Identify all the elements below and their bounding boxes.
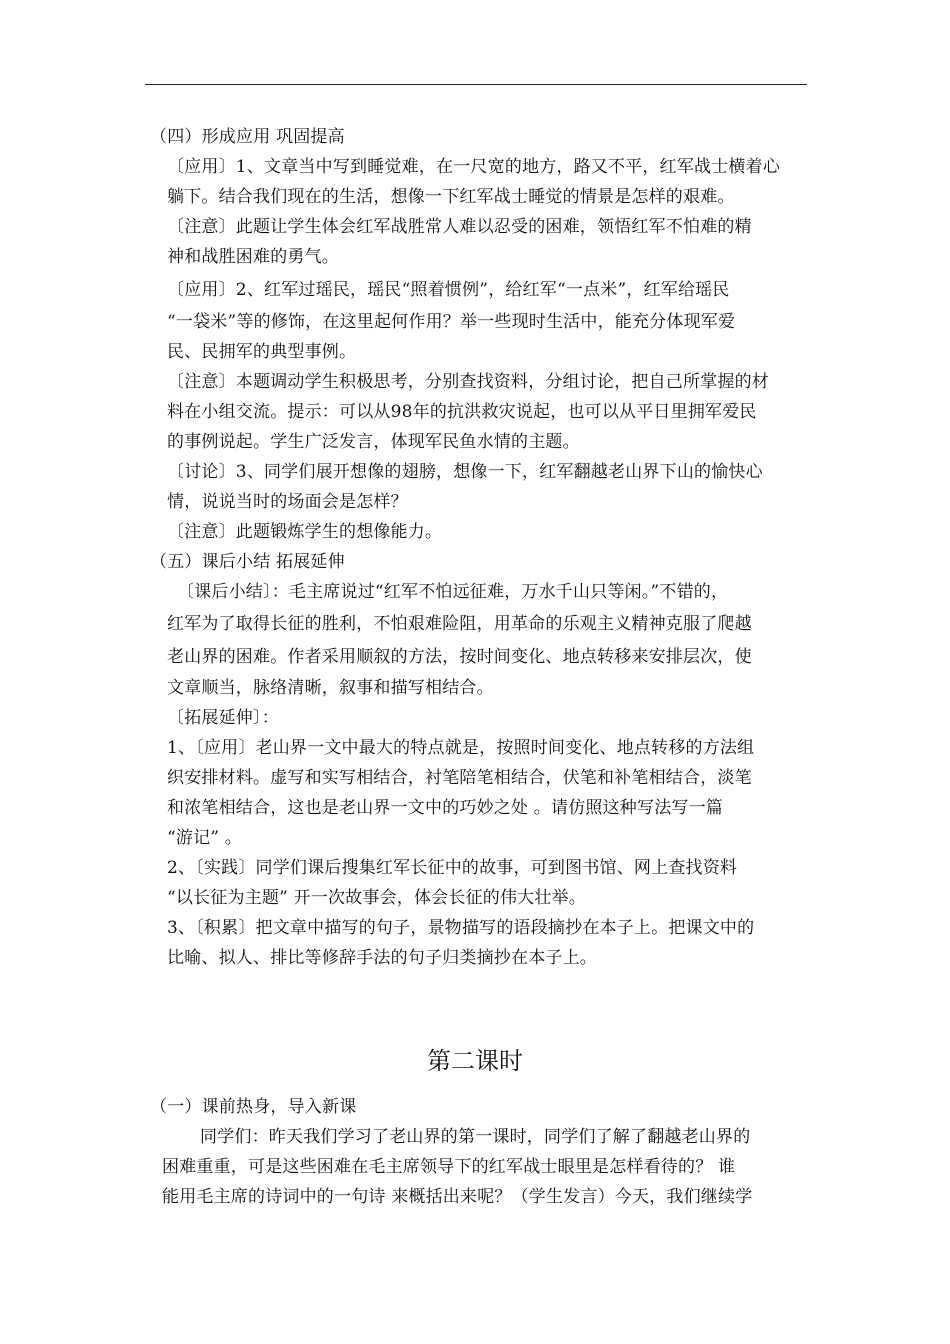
heading-section-5: （五）课后小结 拓展延伸: [150, 552, 345, 572]
text-line: 比喻、拟人、排比等修辞手法的句子归类摘抄在本子上。: [167, 948, 597, 968]
text-line: 躺下。结合我们现在的生活，想像一下红军战士睡觉的情景是怎样的艰难。: [167, 187, 735, 207]
text-line: 〔应用〕2、红军过瑶民，瑶民“照着惯例”，给红军“一点米”，红军给瑶民: [167, 280, 730, 300]
text-line: 文章顺当，脉络清晰，叙事和描写相结合。: [167, 678, 494, 698]
text-line: 3、〔积累〕把文章中描写的句子，景物描写的语段摘抄在本子上。把课文中的: [167, 918, 755, 938]
text-line: 红军为了取得长征的胜利，不怕艰难险阻，用革命的乐观主义精神克服了爬越: [167, 614, 752, 634]
text-line: 民、民拥军的典型事例。: [167, 342, 357, 362]
text-line: 和浓笔相结合，这也是老山界一文中的巧妙之处 。请仿照这种写法写一篇: [167, 798, 724, 818]
text-line: 〔注意〕此题让学生体会红军战胜常人难以忍受的困难，领悟红军不怕难的精: [167, 217, 752, 237]
text-line: “游记” 。: [167, 828, 242, 848]
section-title: 第二课时: [427, 1047, 523, 1075]
text-line: 〔拓展延伸〕：: [167, 708, 279, 728]
text-line: 2、〔实践〕同学们课后搜集红军长征中的故事，可到图书馆、网上查找资料: [167, 858, 738, 878]
text-line: 〔注意〕本题调动学生积极思考，分别查找资料，分组讨论，把自己所掌握的材: [167, 372, 769, 392]
text-line: 〔课后小结〕：毛主席说过“红军不怕远征难，万水千山只等闲。”不错的，: [177, 582, 729, 602]
text-line: 同学们：昨天我们学习了老山界的第一课时，同学们了解了翻越老山界的: [200, 1127, 751, 1147]
text-line: 困难重重，可是这些困难在毛主席领导下的红军战士眼里是怎样看待的？ 谁: [162, 1157, 736, 1177]
heading-section-4: （四）形成应用 巩固提高: [150, 127, 345, 147]
text-line: 〔应用〕1、文章当中写到睡觉难，在一尺宽的地方，路又不平，红军战士横着心: [167, 157, 781, 177]
text-line: 的事例说起。学生广泛发言，体现军民鱼水情的主题。: [167, 432, 580, 452]
text-line: 老山界的困难。作者采用顺叙的方法，按时间变化、地点转移来安排层次，使: [167, 647, 752, 667]
text-line: 料在小组交流。提示：可以从98年的抗洪救灾说起，也可以从平日里拥军爱民: [167, 402, 757, 422]
text-line: 1、〔应用〕老山界一文中最大的特点就是，按照时间变化、地点转移的方法组: [167, 738, 755, 758]
text-line: 〔注意〕此题锻炼学生的想像能力。: [167, 522, 443, 542]
text-line: “以长征为主题” 开一次故事会，体会长征的伟大壮举。: [167, 888, 586, 908]
heading-section-1: （一）课前热身，导入新课: [150, 1097, 357, 1117]
text-line: 织安排材料。虚写和实写相结合，衬笔陪笔相结合，伏笔和补笔相结合，淡笔: [167, 768, 752, 788]
text-line: 〔讨论〕3、同学们展开想像的翅膀，想像一下，红军翻越老山界下山的愉快心: [167, 462, 763, 482]
text-line: 情，说说当时的场面会是怎样？: [167, 492, 408, 512]
text-line: 神和战胜困难的勇气。: [167, 247, 339, 267]
text-line: “一袋米”等的修饰，在这里起何作用？举一些现时生活中，能充分体现军爱: [167, 312, 736, 332]
text-line: 能用毛主席的诗词中的一句诗 来概括出来呢？（学生发言）今天，我们继续学: [162, 1187, 753, 1207]
header-rule: [145, 84, 807, 85]
